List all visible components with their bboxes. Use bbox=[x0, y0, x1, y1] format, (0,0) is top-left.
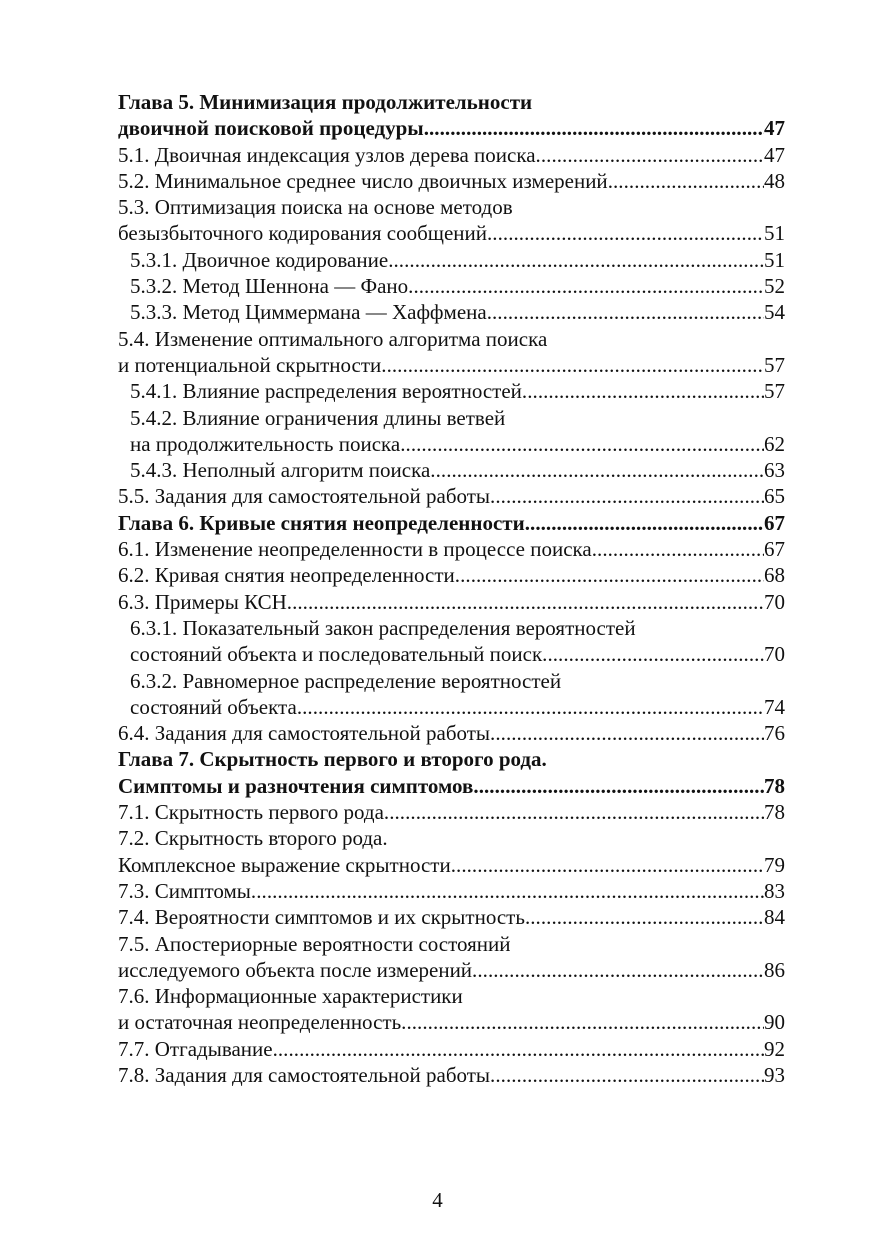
dot-leader bbox=[273, 1036, 764, 1062]
toc-entry-line bbox=[118, 536, 785, 562]
toc-entry[interactable] bbox=[118, 878, 785, 904]
toc-page-number: 57 bbox=[764, 352, 785, 377]
dot-leader bbox=[424, 115, 764, 141]
toc-entry-title: 5.3.3. Метод Циммермана — Хаффмена bbox=[130, 300, 487, 325]
dot-leader bbox=[487, 220, 764, 246]
toc-entry-line bbox=[118, 457, 785, 483]
dot-leader bbox=[490, 483, 764, 509]
toc-entry[interactable] bbox=[118, 510, 785, 536]
toc-entry-title: 6.4. Задания для самостоятельной работы bbox=[118, 721, 491, 746]
toc-entry-title: Глава 5. Минимизация продолжительности bbox=[118, 90, 533, 114]
toc-entry-line bbox=[118, 220, 785, 246]
toc-entry-title: 7.7. Отгадывание bbox=[118, 1036, 273, 1061]
toc-entry-line bbox=[118, 983, 785, 1009]
toc-page-number: 79 bbox=[764, 852, 785, 877]
toc-entry-line bbox=[118, 299, 785, 325]
toc-entry[interactable] bbox=[118, 483, 785, 509]
toc-entry-title: 7.5. Апостериорные вероятности состояний bbox=[118, 931, 511, 956]
toc-entry-title: Комплексное выражение скрытности bbox=[118, 852, 451, 877]
toc-entry-line bbox=[118, 904, 785, 930]
toc-page-number: 86 bbox=[764, 957, 785, 982]
toc-entry-line bbox=[118, 720, 785, 746]
toc-entry-title: двоичной поисковой процедуры bbox=[118, 116, 424, 141]
page-number: 4 bbox=[432, 1188, 443, 1212]
toc-page-number: 70 bbox=[764, 589, 785, 614]
toc-page-number: 90 bbox=[764, 1010, 785, 1035]
toc-entry-line bbox=[118, 615, 785, 641]
toc-entry-line bbox=[118, 483, 785, 509]
toc-page-number: 51 bbox=[764, 247, 785, 272]
toc-entry-line bbox=[118, 1036, 785, 1062]
toc-entry-title: 5.2. Минимальное среднее число двоичных измерений bbox=[118, 168, 608, 193]
toc-entry-line bbox=[118, 89, 785, 115]
toc-entry-title: состояний объекта bbox=[130, 694, 297, 719]
toc-entry[interactable] bbox=[118, 405, 785, 458]
dot-leader bbox=[525, 904, 764, 930]
dot-leader bbox=[451, 852, 764, 878]
toc-page-number: 52 bbox=[764, 274, 785, 299]
toc-page-number: 78 bbox=[764, 773, 785, 798]
dot-leader bbox=[400, 431, 764, 457]
toc-entry-title: на продолжительность поиска bbox=[130, 431, 401, 456]
dot-leader bbox=[388, 247, 764, 273]
toc-entry-title: исследуемого объекта после измерений bbox=[118, 957, 473, 982]
toc-entry[interactable] bbox=[118, 536, 785, 562]
toc-entry[interactable] bbox=[118, 668, 785, 721]
toc-page-number: 93 bbox=[764, 1062, 785, 1087]
dot-leader bbox=[381, 352, 764, 378]
toc-entry-line bbox=[118, 668, 785, 694]
dot-leader bbox=[401, 1009, 764, 1035]
toc-entry[interactable] bbox=[118, 326, 785, 379]
toc-page-number: 83 bbox=[764, 878, 785, 903]
dot-leader bbox=[608, 168, 764, 194]
toc-entry[interactable] bbox=[118, 1036, 785, 1062]
toc-entry[interactable] bbox=[118, 1062, 785, 1088]
toc-entry-line bbox=[118, 825, 785, 851]
toc-page-number: 78 bbox=[764, 800, 785, 825]
dot-leader bbox=[490, 720, 764, 746]
toc-entry-line bbox=[118, 326, 785, 352]
toc-page-number: 76 bbox=[764, 721, 785, 746]
toc-entry-line bbox=[118, 589, 785, 615]
toc-entry-line bbox=[118, 352, 785, 378]
toc-entry-line bbox=[118, 273, 785, 299]
dot-leader bbox=[525, 510, 764, 536]
toc-entry[interactable] bbox=[118, 746, 785, 799]
toc-entry-title: 5.3.1. Двоичное кодирование bbox=[130, 247, 389, 272]
dot-leader bbox=[542, 641, 764, 667]
dot-leader bbox=[490, 1062, 764, 1088]
toc-entry-title: 7.2. Скрытность второго рода. bbox=[118, 826, 388, 851]
toc-entry-line bbox=[118, 1062, 785, 1088]
toc-page-number: 92 bbox=[764, 1036, 785, 1061]
toc-entry[interactable] bbox=[118, 89, 785, 142]
toc-entry[interactable] bbox=[118, 825, 785, 878]
toc-page-number: 51 bbox=[764, 221, 785, 246]
toc-entry-title: 6.1. Изменение неопределенности в процессе поиска bbox=[118, 537, 592, 562]
toc-page-number: 63 bbox=[764, 458, 785, 483]
toc-entry-title: 5.5. Задания для самостоятельной работы bbox=[118, 484, 491, 509]
dot-leader bbox=[430, 457, 764, 483]
toc-entry-line bbox=[118, 694, 785, 720]
toc-entry-line bbox=[118, 931, 785, 957]
toc-entry-line bbox=[118, 115, 785, 141]
toc-entry-title: 6.3.2. Равномерное распределение вероятностей bbox=[130, 668, 562, 693]
toc-entry[interactable] bbox=[118, 247, 785, 273]
dot-leader bbox=[487, 299, 764, 325]
toc-page-number: 67 bbox=[764, 510, 785, 535]
toc-entry-title: 5.4.2. Влияние ограничения длины ветвей bbox=[130, 405, 506, 430]
toc-entry[interactable] bbox=[118, 378, 785, 404]
toc-page-number: 62 bbox=[764, 431, 785, 456]
toc-entry[interactable] bbox=[118, 142, 785, 168]
toc-entry-title: Симптомы и разночтения симптомов bbox=[118, 773, 474, 798]
toc-page-number: 48 bbox=[764, 168, 785, 193]
toc-entry-title: 5.3.2. Метод Шеннона — Фано bbox=[130, 274, 409, 299]
toc-entry-line bbox=[118, 168, 785, 194]
toc-entry[interactable] bbox=[118, 931, 785, 984]
dot-leader bbox=[408, 273, 764, 299]
toc-entry-title: 7.3. Симптомы bbox=[118, 878, 251, 903]
toc-page-number: 65 bbox=[764, 484, 785, 509]
dot-leader bbox=[472, 957, 764, 983]
toc-entry-title: Глава 7. Скрытность первого и второго рода. bbox=[118, 747, 547, 772]
toc-entry-line bbox=[118, 957, 785, 983]
dot-leader bbox=[536, 142, 764, 168]
toc-page-number: 47 bbox=[764, 116, 785, 141]
toc-page-number: 68 bbox=[764, 563, 785, 588]
dot-leader bbox=[251, 878, 764, 904]
toc-page-number: 70 bbox=[764, 642, 785, 667]
toc-page-number: 84 bbox=[764, 905, 785, 930]
toc-entry-title: и потенциальной скрытности bbox=[118, 352, 382, 377]
toc-entry-title: 7.6. Информационные характеристики bbox=[118, 984, 463, 1009]
toc-entry[interactable] bbox=[118, 589, 785, 615]
toc-entry-line bbox=[118, 194, 785, 220]
toc-entry[interactable] bbox=[118, 299, 785, 325]
toc-entry-title: 6.2. Кривая снятия неопределенности bbox=[118, 563, 455, 588]
toc-entry-line bbox=[118, 852, 785, 878]
toc-entry-title: 6.3.1. Показательный закон распределения вероятностей bbox=[130, 615, 636, 640]
toc-entry-title: 7.4. Вероятности симптомов и их скрытность bbox=[118, 905, 525, 930]
dot-leader bbox=[384, 799, 764, 825]
toc-entry-line bbox=[118, 641, 785, 667]
toc-entry-line bbox=[118, 799, 785, 825]
toc-page-number: 67 bbox=[764, 537, 785, 562]
dot-leader bbox=[592, 536, 764, 562]
toc-entry-title: состояний объекта и последовательный поиск bbox=[130, 642, 543, 667]
toc-entry-line bbox=[118, 247, 785, 273]
toc-entry-title: 5.4.3. Неполный алгоритм поиска bbox=[130, 458, 431, 483]
toc-entry-title: безызбыточного кодирования сообщений bbox=[118, 221, 487, 246]
toc-entry-line bbox=[118, 405, 785, 431]
toc-entry-title: 5.4.1. Влияние распределения вероятностей bbox=[130, 379, 522, 404]
toc-page-number: 57 bbox=[764, 379, 785, 404]
toc-entry[interactable] bbox=[118, 615, 785, 668]
toc-entry-line bbox=[118, 878, 785, 904]
toc-entry-title: Глава 6. Кривые снятия неопределенности bbox=[118, 510, 525, 535]
toc-entry-line bbox=[118, 562, 785, 588]
toc-entry-title: 5.4. Изменение оптимального алгоритма поиска bbox=[118, 326, 548, 351]
toc-entry-title: 7.1. Скрытность первого рода bbox=[118, 800, 384, 825]
toc-entry[interactable] bbox=[118, 904, 785, 930]
toc-entry-line bbox=[118, 510, 785, 536]
toc-page-number: 74 bbox=[764, 694, 785, 719]
toc-entry-line bbox=[118, 1009, 785, 1035]
dot-leader bbox=[522, 378, 764, 404]
dot-leader bbox=[287, 589, 764, 615]
toc-entry[interactable] bbox=[118, 799, 785, 825]
toc-entry-title: 5.1. Двоичная индексация узлов дерева поиска bbox=[118, 142, 536, 167]
toc-entry-line bbox=[118, 431, 785, 457]
dot-leader bbox=[473, 773, 764, 799]
dot-leader bbox=[297, 694, 764, 720]
toc-entry[interactable] bbox=[118, 720, 785, 746]
toc-entry-line bbox=[118, 746, 785, 772]
toc-entry[interactable] bbox=[118, 273, 785, 299]
toc-page-number: 54 bbox=[764, 300, 785, 325]
table-of-contents bbox=[118, 89, 785, 1088]
toc-entry-title: и остаточная неопределенность bbox=[118, 1010, 402, 1035]
toc-entry-line bbox=[118, 378, 785, 404]
toc-entry-title: 7.8. Задания для самостоятельной работы bbox=[118, 1062, 491, 1087]
toc-entry[interactable] bbox=[118, 194, 785, 247]
dot-leader bbox=[455, 562, 764, 588]
toc-entry-title: 5.3. Оптимизация поиска на основе методов bbox=[118, 195, 513, 220]
toc-entry[interactable] bbox=[118, 457, 785, 483]
toc-entry-line bbox=[118, 142, 785, 168]
toc-entry-line bbox=[118, 773, 785, 799]
toc-entry[interactable] bbox=[118, 168, 785, 194]
toc-entry[interactable] bbox=[118, 562, 785, 588]
toc-entry-title: 6.3. Примеры КСН bbox=[118, 589, 287, 614]
toc-entry[interactable] bbox=[118, 983, 785, 1036]
toc-page-number: 47 bbox=[764, 142, 785, 167]
